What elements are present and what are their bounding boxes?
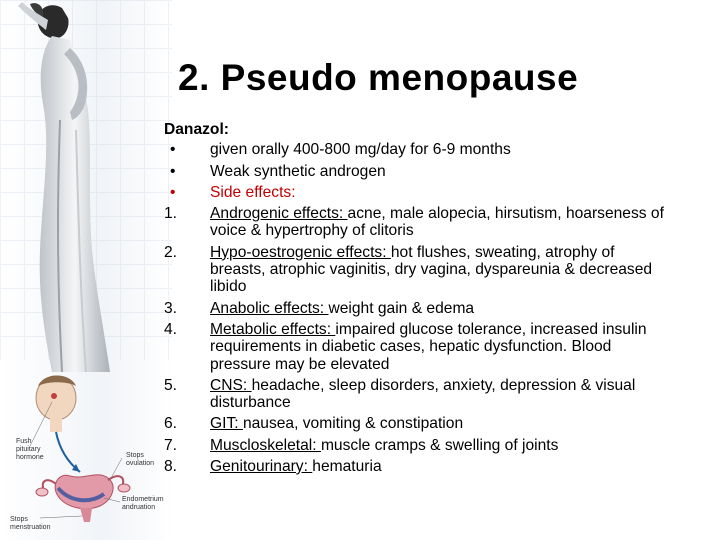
- item-number: 1.: [164, 205, 178, 223]
- bullet-item: [164, 141, 664, 158]
- numbered-item: [164, 437, 664, 454]
- numbered-item: [164, 244, 664, 296]
- slide-title: 2. Pseudo menopause: [178, 57, 579, 98]
- item-number: 2.: [164, 243, 178, 261]
- bullet-marker: •: [170, 183, 176, 201]
- numbered-item: [164, 458, 664, 475]
- item-label: Anabolic effects:: [210, 299, 329, 317]
- numbered-item: [164, 415, 664, 432]
- numbered-item: [164, 205, 664, 240]
- item-number: 6.: [164, 415, 178, 433]
- item-text: headache, sleep disorders, anxiety, depression & visual disturbance: [210, 376, 636, 412]
- bullet-text: Weak synthetic androgen: [210, 162, 386, 180]
- diagram-label: Fush pituitary hormone: [16, 438, 44, 461]
- numbered-item: [164, 300, 664, 317]
- bullet-text: Side effects:: [210, 183, 296, 201]
- bullet-marker: •: [170, 162, 176, 180]
- numbered-item: [164, 377, 664, 412]
- diagram-label: Endometrium andruation: [122, 496, 164, 511]
- item-label: CNS:: [210, 376, 252, 394]
- item-text: acne, male alopecia, hirsutism, hoarseness of voice & hypertrophy of clitoris: [210, 205, 664, 240]
- diagram-label: Stops menstruation: [10, 516, 51, 531]
- bullet-item: [164, 163, 664, 180]
- item-text: hot flushes, sweating, atrophy of breasts, atrophic vaginitis, dry vagina, dyspareunia & decreased libido: [210, 243, 653, 296]
- slide-content: [164, 121, 664, 479]
- item-text: impaired glucose tolerance, increased insulin requirements in diabetic cases, hepatic dysfunction. Blood pressure may be elevated: [210, 320, 647, 373]
- content-heading: Danazol:: [164, 121, 229, 138]
- item-label: Metabolic effects:: [210, 320, 336, 338]
- item-number: 3.: [164, 299, 178, 317]
- item-text: nausea, vomiting & constipation: [242, 415, 464, 433]
- item-text: muscle cramps & swelling of joints: [320, 436, 559, 454]
- woman-figure-image: [0, 0, 172, 372]
- item-label: GIT:: [210, 415, 243, 433]
- numbered-item: [164, 321, 664, 373]
- item-number: 8.: [164, 458, 178, 476]
- item-text: weight gain & edema: [328, 299, 475, 317]
- item-number: 5.: [164, 376, 178, 394]
- item-label: Androgenic effects:: [210, 205, 348, 223]
- diagram-label: Stops ovulation: [126, 452, 155, 467]
- bullet-item: [164, 184, 664, 201]
- item-label: Hypo-oestrogenic effects:: [210, 243, 391, 261]
- item-number: 7.: [164, 436, 178, 454]
- item-text: hematuria: [312, 458, 382, 476]
- item-label: Muscloskeletal:: [210, 436, 321, 454]
- item-label: Genitourinary:: [210, 458, 313, 476]
- item-number: 4.: [164, 320, 178, 338]
- left-decorative-panel: [0, 0, 172, 540]
- bullet-marker: •: [170, 141, 176, 159]
- bullet-text: given orally 400-800 mg/day for 6-9 months: [210, 141, 511, 159]
